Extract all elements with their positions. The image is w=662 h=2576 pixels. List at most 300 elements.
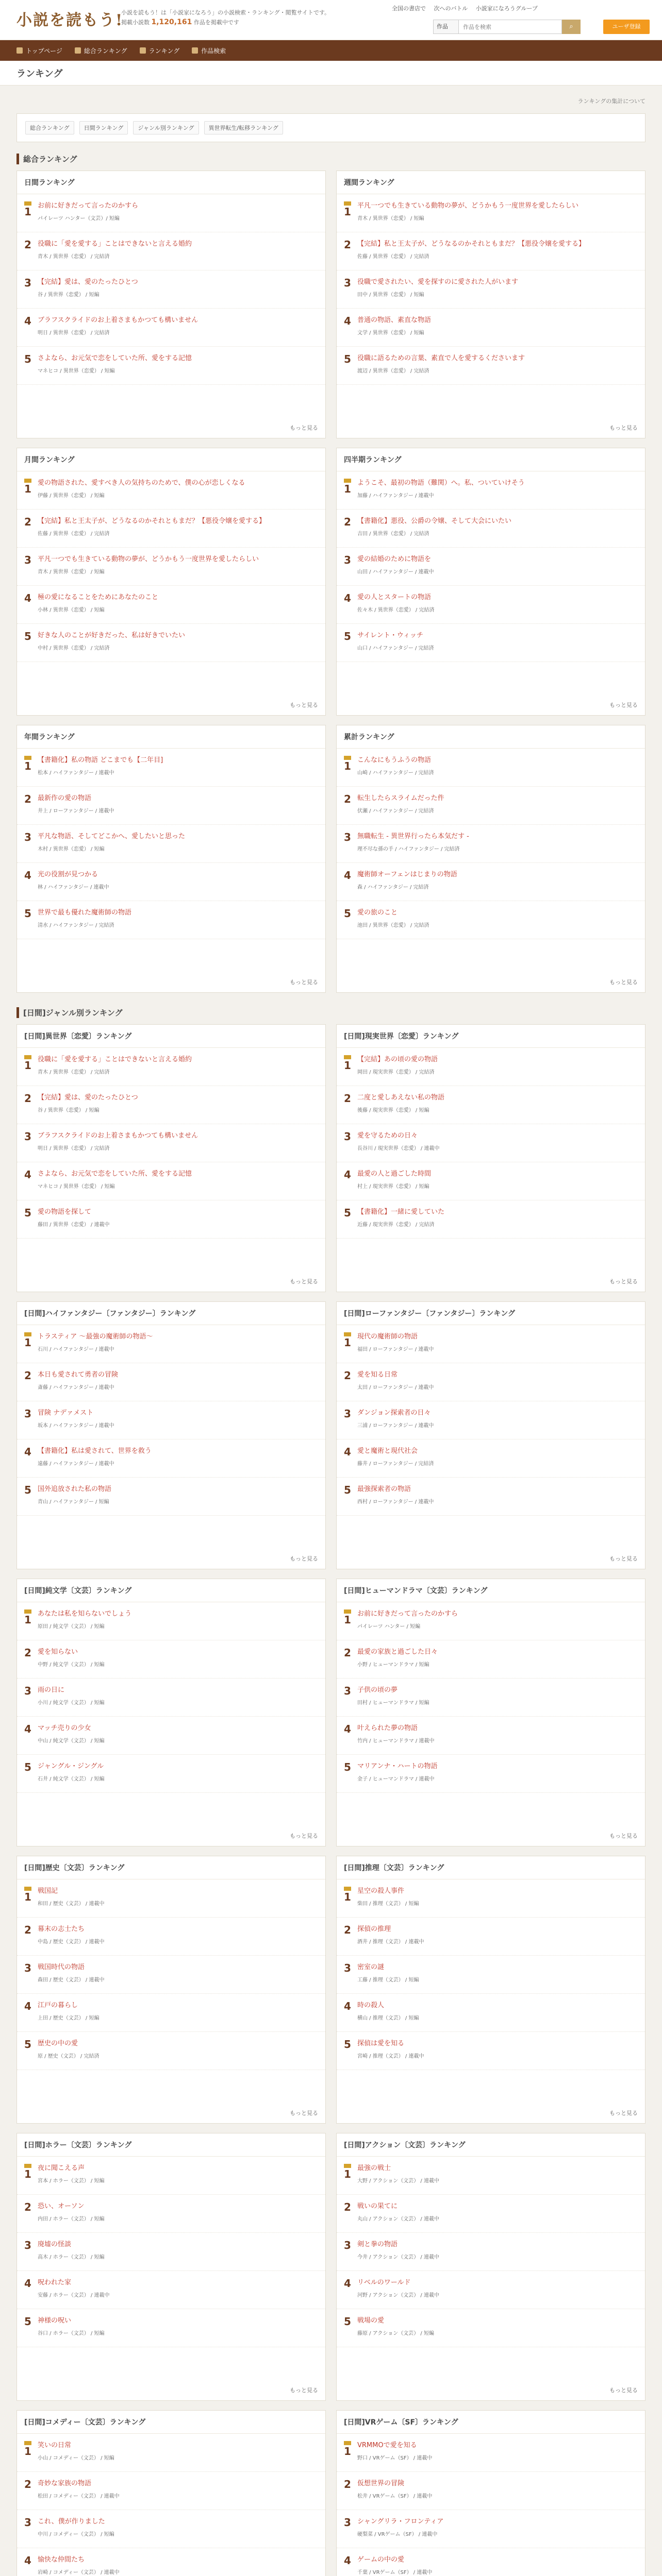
novel-title[interactable]: 普通の物語、素直な物語 [357, 316, 432, 324]
more-link[interactable]: もっと見る [290, 2387, 318, 2394]
panel-title: [日間]ヒューマンドラマ〔文芸〕ランキング [337, 1579, 645, 1602]
novel-meta: 竹内 / ヒューマンドラマ / 連載中 [357, 1738, 435, 1744]
ranking-item[interactable] [17, 2271, 325, 2309]
ranking-item[interactable] [337, 787, 645, 825]
novel-title[interactable]: 平凡な物語、そしてどこかへ、愛したいと思った [38, 833, 186, 840]
novel-meta: 佐藤 / 異世界（恋愛） / 完結済 [38, 531, 110, 537]
tab-daily[interactable]: 日間ランキング [79, 121, 128, 134]
rank-number: 2 [344, 516, 351, 528]
novel-meta: 中山 / 純文学（文芸） / 短編 [38, 1738, 105, 1744]
top-link[interactable]: 次へのバトル [434, 5, 468, 12]
novel-meta: 佐藤 / 異世界（恋愛） / 完結済 [357, 254, 429, 260]
novel-title[interactable]: 現代の魔術師の物語 [357, 1333, 418, 1341]
rank-number: 4 [344, 1446, 351, 1458]
ranking-item[interactable] [17, 2032, 325, 2070]
novel-title[interactable]: 叶えられた夢の物語 [357, 1724, 418, 1732]
ranking-icon [140, 47, 146, 54]
novel-title[interactable]: 世界で最も優れた魔術師の物語 [38, 909, 132, 917]
novel-title[interactable]: 恐い、オーソン [38, 2202, 85, 2210]
novel-title[interactable]: 呪われた家 [38, 2279, 72, 2286]
novel-title[interactable]: 最愛の家族と過ごした日々 [357, 1648, 438, 1656]
search-select[interactable]: 作品 [433, 20, 459, 34]
rank-number: 4 [24, 1446, 31, 1458]
nav-item-top[interactable]: トップページ [16, 46, 62, 55]
novel-title[interactable]: 歴史の中の愛 [38, 2040, 78, 2047]
ranking-item[interactable] [17, 510, 325, 548]
novel-title[interactable]: 【完結】あの頃の愛の物語 [357, 1056, 438, 1063]
rank-number: 1 [24, 201, 38, 227]
ranking-item[interactable] [17, 1602, 325, 1640]
ranking-item[interactable] [17, 2195, 325, 2233]
nav-item-ranking[interactable]: ランキング [140, 46, 180, 55]
panel-title: [日間]現実世界〔恋愛〕ランキング [337, 1025, 645, 1048]
novel-title[interactable]: ゲームの中の愛 [357, 2556, 405, 2564]
novel-title[interactable]: 神様の呪い [38, 2317, 72, 2325]
ranking-item[interactable] [337, 901, 645, 939]
novel-title[interactable]: 愛の人とスタートの物語 [357, 594, 432, 601]
novel-title[interactable]: 光の役割が見つかる [38, 871, 98, 878]
novel-title[interactable]: ジャングル・ジングル [38, 1762, 104, 1770]
ranking-item[interactable] [17, 2233, 325, 2271]
ranking-item[interactable] [17, 1048, 325, 1086]
ranking-tabs [16, 113, 646, 142]
ranking-item[interactable] [17, 1478, 325, 1516]
novel-meta: マネヒコ / 異世界（恋愛） / 短編 [38, 1184, 115, 1190]
ranking-item[interactable] [17, 1086, 325, 1124]
novel-title[interactable]: VRMMOで愛を知る [357, 2442, 417, 2449]
novel-title[interactable]: ブラフスクライドのお上着さまもかつても構いません [38, 1132, 198, 1140]
section-title: [日間]ジャンル別ランキング [16, 1007, 646, 1018]
site-tagline: 小説を読もう！は「小説家になろう」の小説検索・ランキング・閲覧サイトです。 掲載小説数 1,120,161 作品を掲載中です [121, 9, 330, 26]
novel-title[interactable]: トラスティア ～最強の魔術師の物語～ [38, 1333, 153, 1341]
ranking-item[interactable] [17, 548, 325, 586]
novel-title[interactable]: 夜に聞こえる声 [38, 2164, 85, 2172]
ranking-item[interactable] [337, 1200, 645, 1239]
novel-title[interactable]: ようこそ、最初の物語（難関）へ。私、ついていけそう [357, 479, 525, 487]
novel-title[interactable]: 二度と愛しあえない私の物語 [357, 1094, 445, 1101]
novel-title[interactable]: 笑いの日常 [38, 2442, 72, 2449]
rank-number: 3 [344, 1685, 351, 1697]
novel-meta: 石川 / ハイファンタジー / 連載中 [38, 1347, 114, 1352]
more-link[interactable]: もっと見る [609, 979, 638, 986]
ranking-item[interactable] [337, 1401, 645, 1439]
ranking-item[interactable] [337, 1086, 645, 1124]
ranking-item[interactable] [337, 471, 645, 510]
ranking-item[interactable] [17, 2157, 325, 2195]
search-input[interactable] [459, 20, 562, 34]
novel-title[interactable]: 最新作の愛の物語 [38, 794, 92, 802]
ranking-item[interactable] [17, 1325, 325, 1363]
ranking-item[interactable] [337, 2271, 645, 2309]
crown-icon [24, 1332, 31, 1336]
novel-title[interactable]: 役職に「愛を愛する」ことはできないと言える婚約 [38, 240, 192, 248]
ranking-item[interactable] [337, 2472, 645, 2510]
tab-overall[interactable]: 総合ランキング [25, 121, 74, 134]
novel-title[interactable]: 平凡一つでも生きている動物の夢が、どうかもう一度世界を愛したらしい [357, 202, 579, 210]
novel-title[interactable]: 廃墟の怪談 [38, 2241, 72, 2248]
ranking-item[interactable] [337, 1478, 645, 1516]
ranking-item[interactable] [337, 1755, 645, 1793]
novel-title[interactable]: 役職で愛されたい、愛を探すのに愛された人がいます [357, 278, 519, 286]
ranking-item[interactable] [337, 2434, 645, 2472]
novel-title[interactable]: シャングリラ・フロンティア [357, 2518, 444, 2526]
novel-meta: 山崎 / ハイファンタジー / 完結済 [357, 770, 434, 776]
panel-title: [日間]異世界〔恋愛〕ランキング [17, 1025, 325, 1048]
crown-icon [75, 47, 81, 54]
top-link[interactable]: 全国の書店で [392, 5, 426, 12]
novel-meta: 宮本 / ホラー（文芸） / 短編 [38, 2178, 105, 2184]
novel-meta: 中川 / コメディー（文芸） / 短編 [38, 2532, 114, 2537]
crown-icon [24, 756, 31, 760]
novel-title[interactable]: お前に好きだって言ったのかすら [357, 1610, 458, 1618]
novel-title[interactable]: さよなら、お元気で恋をしていた所、愛をする記憶 [38, 354, 192, 362]
rank-number: 3 [344, 831, 351, 843]
novel-meta: 中野 / 純文学（文芸） / 短編 [38, 1662, 105, 1668]
crown-icon [344, 201, 351, 206]
ranking-item[interactable] [17, 1679, 325, 1717]
crown-icon [24, 1609, 31, 1614]
novel-title[interactable]: 役職に語るための言葉、素直で人を愛するくださいます [357, 354, 525, 362]
rank-number: 5 [344, 1207, 351, 1219]
rank-number: 2 [344, 1092, 351, 1105]
rank-number: 1 [344, 1887, 357, 1912]
ranking-item[interactable] [17, 1162, 325, 1200]
site-logo[interactable]: 小説を読もう! [16, 11, 124, 29]
more-link[interactable]: もっと見る [609, 425, 638, 431]
ranking-item[interactable] [337, 1918, 645, 1956]
novel-title[interactable]: 最強探索者の物語 [357, 1485, 411, 1493]
rank-number: 1 [24, 1609, 38, 1635]
ranking-item[interactable] [17, 2309, 325, 2347]
ranking-item[interactable] [337, 510, 645, 548]
novel-title[interactable]: あなたは私を知らないでしょう [38, 1610, 132, 1618]
novel-title[interactable]: 無職転生 - 異世界行ったら本気だす - [357, 833, 469, 840]
novel-title[interactable]: マッチ売りの少女 [38, 1724, 91, 1732]
novel-title[interactable]: 【書籍化】私の物語 どこまでも【二年目] [38, 756, 163, 764]
ranking-item[interactable] [17, 471, 325, 510]
novel-meta: 後藤 / 現実世界（恋愛） / 短編 [357, 1108, 429, 1113]
novel-title[interactable]: 雨の日に [38, 1686, 65, 1694]
crown-icon [24, 201, 31, 206]
novel-title[interactable]: 【完結】愛は、愛のたったひとつ [38, 1094, 138, 1101]
ranking-item[interactable] [337, 1994, 645, 2032]
novel-title[interactable]: サイレント・ウィッチ [357, 632, 423, 639]
search-icon [192, 47, 198, 54]
rank-number: 5 [344, 2038, 351, 2050]
rank-number: 3 [344, 277, 351, 289]
novel-title[interactable]: 子供の頃の夢 [357, 1686, 398, 1694]
ranking-panel [16, 2133, 326, 2401]
novel-meta: 村上 / 現実世界（恋愛） / 短編 [357, 1184, 429, 1190]
novel-meta: マネヒコ / 異世界（恋愛） / 短編 [38, 368, 115, 374]
more-link[interactable]: もっと見る [609, 1555, 638, 1562]
ranking-item[interactable] [337, 194, 645, 232]
novel-title[interactable]: 最愛の人と過ごした時間 [357, 1170, 432, 1178]
rank-number: 1 [24, 1332, 38, 1358]
novel-title[interactable]: こんなにもうふうの物語 [357, 756, 432, 764]
ranking-item[interactable] [17, 1363, 325, 1401]
ranking-panel [336, 1301, 646, 1569]
novel-meta: 石井 / 純文学（文芸） / 短編 [38, 1776, 105, 1782]
rank-number: 1 [344, 2441, 357, 2466]
ranking-item[interactable] [17, 232, 325, 270]
panel-title: 日間ランキング [17, 171, 325, 194]
ranking-item[interactable] [337, 1679, 645, 1717]
ranking-item[interactable] [17, 825, 325, 863]
rank-number: 1 [24, 1887, 38, 1912]
rank-number: 1 [24, 756, 38, 781]
top-link[interactable]: 小説家になろうグループ [475, 5, 538, 12]
ranking-item[interactable] [17, 1755, 325, 1793]
ranking-item[interactable] [337, 2548, 645, 2576]
crown-icon [344, 1609, 351, 1614]
novel-title[interactable]: 愛を知る日常 [357, 1371, 398, 1379]
rank-number: 5 [344, 1761, 351, 1773]
ranking-item[interactable] [17, 1439, 325, 1478]
ranking-item[interactable] [337, 749, 645, 787]
novel-title[interactable]: さよなら、お元気で恋をしていた所、愛をする記憶 [38, 1170, 192, 1178]
ranking-item[interactable] [337, 1439, 645, 1478]
ranking-item[interactable] [337, 1124, 645, 1162]
tab-isekai[interactable]: 異世界転生/転移ランキング [204, 121, 283, 134]
novel-title[interactable]: これ、僕が作りました [38, 2518, 105, 2526]
more-link[interactable]: もっと見る [609, 702, 638, 708]
ranking-item[interactable] [17, 1918, 325, 1956]
novel-meta: 田村 / ヒューマンドラマ / 短編 [357, 1700, 429, 1706]
panel-title: [日間]ローファンタジー〔ファンタジー〕ランキング [337, 1302, 645, 1325]
novel-title[interactable]: 江戸の暮らし [38, 2002, 78, 2009]
ranking-item[interactable] [337, 2032, 645, 2070]
ranking-item[interactable] [337, 347, 645, 385]
novel-meta: 加藤 / ハイファンタジー / 連載中 [357, 493, 434, 499]
ranking-item[interactable] [17, 1956, 325, 1994]
novel-title[interactable]: 愛を守るための日々 [357, 1132, 418, 1140]
novel-meta: 伊藤 / 異世界（恋愛） / 短編 [38, 493, 105, 499]
novel-title[interactable]: 愛を知らない [38, 1648, 78, 1656]
ranking-panel [336, 1024, 646, 1292]
novel-title[interactable]: 戦国記 [38, 1887, 58, 1895]
ranking-panel [16, 1024, 326, 1292]
more-link[interactable]: もっと見る [609, 1278, 638, 1285]
novel-title[interactable]: 【完結】私と王太子が、どうなるのかそれともまだ？【悪役令嬢を愛する】 [357, 240, 586, 248]
novel-title[interactable]: 戦いの果てに [357, 2202, 398, 2210]
novel-title[interactable]: 星空の殺人事件 [357, 1887, 405, 1895]
novel-title[interactable]: 国外追放された私の物語 [38, 1485, 112, 1493]
more-link[interactable]: もっと見る [609, 2110, 638, 2116]
novel-title[interactable]: 愉快な仲間たち [38, 2556, 85, 2564]
ranking-panel [16, 1579, 326, 1846]
ranking-item[interactable] [17, 749, 325, 787]
novel-meta: 佐々木 / 異世界（恋愛） / 完結済 [357, 607, 435, 613]
novel-meta: パイレーツ ハンター（文芸）/ 短編 [38, 216, 120, 222]
rank-number: 1 [24, 2441, 38, 2466]
novel-title[interactable]: 【完結】愛は、愛のたったひとつ [38, 278, 138, 286]
novel-title[interactable]: マリアンナ・ハートの物語 [357, 1762, 438, 1770]
novel-title[interactable]: 愛の旅のこと [357, 909, 398, 917]
ranking-item[interactable] [17, 1994, 325, 2032]
ranking-item[interactable] [337, 1363, 645, 1401]
ranking-item[interactable] [17, 1200, 325, 1239]
ranking-item[interactable] [337, 1879, 645, 1918]
novel-meta: 青山 / ハイファンタジー / 短編 [38, 1499, 109, 1505]
ranking-item[interactable] [17, 787, 325, 825]
ranking-item[interactable] [17, 1879, 325, 1918]
ranking-item[interactable] [17, 2472, 325, 2510]
ranking-item[interactable] [337, 825, 645, 863]
novel-title[interactable]: 探偵の推理 [357, 1925, 391, 1933]
novel-title[interactable]: 時の殺人 [357, 2002, 385, 2009]
novel-title[interactable]: 平凡一つでも生きている動物の夢が、どうかもう一度世界を愛したらしい [38, 555, 259, 563]
tab-genre[interactable]: ジャンル別ランキング [133, 121, 198, 134]
panel-title: [日間]純文学〔文芸〕ランキング [17, 1579, 325, 1602]
search-bar [433, 20, 581, 34]
novel-title[interactable]: 冒険 ナデァメスト [38, 1409, 94, 1417]
novel-title[interactable]: 密室の謎 [357, 1963, 385, 1971]
ranking-item[interactable] [17, 863, 325, 901]
ranking-item[interactable] [337, 1048, 645, 1086]
ranking-item[interactable] [337, 548, 645, 586]
more-link[interactable]: もっと見る [609, 1833, 638, 1839]
top-links [392, 4, 544, 12]
ranking-item[interactable] [337, 2510, 645, 2548]
rank-number: 2 [24, 1092, 31, 1105]
more-link[interactable]: もっと見る [290, 1833, 318, 1839]
novel-meta: 硬梨菜 / VRゲーム（SF） / 連載中 [357, 2532, 438, 2537]
ranking-panel [336, 2133, 646, 2401]
novel-meta: 大野 / アクション（文芸） / 連載中 [357, 2178, 439, 2184]
ranking-item[interactable] [17, 2548, 325, 2576]
ranking-item[interactable] [17, 586, 325, 624]
novel-meta: 青木 / 異世界（恋愛） / 短編 [38, 569, 105, 575]
ranking-item[interactable] [17, 1124, 325, 1162]
ranking-item[interactable] [17, 194, 325, 232]
rank-number: 2 [24, 239, 31, 251]
search-button[interactable]: ⌕ [562, 20, 581, 34]
novel-title[interactable]: 転生したらスライムだった件 [357, 794, 444, 802]
novel-title[interactable]: 探偵は愛を知る [357, 2040, 405, 2047]
ranking-item[interactable] [337, 624, 645, 662]
rank-number: 1 [344, 1055, 357, 1080]
ranking-item[interactable] [337, 1602, 645, 1640]
ranking-item[interactable] [17, 270, 325, 309]
rank-number: 5 [24, 353, 31, 365]
ranking-item[interactable] [337, 2157, 645, 2195]
ranking-panel [336, 448, 646, 716]
novel-title[interactable]: 戦場の愛 [357, 2317, 385, 2325]
more-link[interactable]: もっと見る [290, 425, 318, 431]
rank-number: 4 [344, 2277, 351, 2290]
ranking-item[interactable] [337, 1956, 645, 1994]
novel-title[interactable]: お前に好きだって言ったのかすら [38, 202, 139, 210]
novel-meta: 岩崎 / コメディー（文芸） / 連載中 [38, 2570, 120, 2575]
novel-title[interactable]: 剣と拳の物語 [357, 2241, 398, 2248]
novel-title[interactable]: 愛の物語を探して [38, 1208, 92, 1216]
ranking-item[interactable] [337, 863, 645, 901]
rank-number: 2 [344, 239, 351, 251]
ranking-item[interactable] [337, 232, 645, 270]
novel-title[interactable]: 愛の物語された、愛すべき人の気持ちのためで、僕の心が恋しくなる [38, 479, 245, 487]
novel-title[interactable]: ブラフスクライドのお上着さまもかつても構いません [38, 316, 198, 324]
novel-title[interactable]: 幕末の志士たち [38, 1925, 85, 1933]
ranking-item[interactable] [337, 1717, 645, 1755]
novel-title[interactable]: 【完結】私と王太子が、どうなるのかそれともまだ？【悪役令嬢を愛する】 [38, 517, 266, 525]
ranking-item[interactable] [17, 2510, 325, 2548]
novel-title[interactable]: ダンジョン探索者の日々 [357, 1409, 431, 1417]
novel-meta: 原田 / 純文学（文芸） / 短編 [38, 1624, 105, 1630]
rank-number: 3 [24, 1130, 31, 1143]
novel-title[interactable]: 奇妙な家族の物語 [38, 2480, 92, 2487]
more-link[interactable]: もっと見る [290, 702, 318, 708]
novel-meta: 岡田 / 現実世界（恋愛） / 完結済 [357, 1070, 435, 1075]
user-register-button[interactable]: ユーザ登録 [603, 20, 650, 34]
ranking-item[interactable] [337, 1162, 645, 1200]
panel-title: [日間]アクション〔文芸〕ランキング [337, 2133, 645, 2157]
rank-number: 1 [344, 479, 357, 504]
more-link[interactable]: もっと見る [609, 2387, 638, 2394]
novel-title[interactable]: 戦国時代の物語 [38, 1963, 85, 1971]
ranking-item[interactable] [17, 624, 325, 662]
novel-meta: 藤田 / 異世界（恋愛） / 連載中 [38, 1222, 110, 1228]
ranking-item[interactable] [337, 2309, 645, 2347]
rank-number: 3 [24, 1408, 31, 1420]
ranking-item[interactable] [17, 901, 325, 939]
ranking-info-link[interactable]: ランキングの集計について [577, 98, 646, 105]
rank-number: 2 [344, 1647, 351, 1659]
more-link[interactable]: もっと見る [290, 2110, 318, 2116]
ranking-item[interactable] [337, 586, 645, 624]
novel-title[interactable]: 愛と魔術と現代社会 [357, 1447, 418, 1455]
novel-title[interactable]: 最強の戦士 [357, 2164, 391, 2172]
rank-number: 4 [24, 1723, 31, 1735]
more-link[interactable]: もっと見る [290, 1278, 318, 1285]
novel-meta: 明日 / 異世界（恋愛） / 完結済 [38, 1146, 110, 1151]
ranking-item[interactable] [337, 2195, 645, 2233]
novel-title[interactable]: 【書籍化】一緒に愛していた [357, 1208, 445, 1216]
more-link[interactable]: もっと見る [290, 1555, 318, 1562]
novel-meta: 小山 / コメディー（文芸） / 短編 [38, 2455, 114, 2461]
ranking-item[interactable] [17, 309, 325, 347]
novel-title[interactable]: 【書籍化】悪役、公爵の令嬢、そして大会にいたい [357, 517, 512, 525]
novel-title[interactable]: 【書籍化】私は愛されて、世界を救う [38, 1447, 152, 1455]
novel-title[interactable]: 好きな人のことが好きだった、私は好きでいたい [38, 632, 186, 639]
nav-item-search[interactable]: 作品検索 [192, 46, 226, 55]
panel-title: [日間]ハイファンタジー〔ファンタジー〕ランキング [17, 1302, 325, 1325]
ranking-item[interactable] [17, 1401, 325, 1439]
ranking-item[interactable] [17, 1717, 325, 1755]
novel-title[interactable]: 仮想世界の冒険 [357, 2480, 405, 2487]
ranking-panel [336, 2410, 646, 2576]
ranking-item[interactable] [337, 309, 645, 347]
ranking-item[interactable] [17, 347, 325, 385]
ranking-item[interactable] [337, 1325, 645, 1363]
ranking-item[interactable] [17, 1640, 325, 1679]
novel-title[interactable]: 魔術師オーフェンはじまりの物語 [357, 871, 457, 878]
ranking-item[interactable] [337, 2233, 645, 2271]
novel-title[interactable]: 愛の結婚のために物語を [357, 555, 432, 563]
novel-title[interactable]: 極の愛になることをためにあなたのこと [38, 594, 159, 601]
ranking-item[interactable] [337, 270, 645, 309]
ranking-panel [16, 2410, 326, 2576]
rank-number: 1 [24, 2164, 38, 2189]
more-link[interactable]: もっと見る [290, 979, 318, 986]
novel-title[interactable]: リベルのワールド [357, 2279, 411, 2286]
ranking-item[interactable] [337, 1640, 645, 1679]
ranking-item[interactable] [17, 2434, 325, 2472]
novel-meta: パイレーツ ハンター / 短編 [357, 1624, 421, 1630]
novel-title[interactable]: 役職に「愛を愛する」ことはできないと言える婚約 [38, 1056, 192, 1063]
novel-title[interactable]: 本日も愛されて勇者の冒険 [38, 1371, 119, 1379]
nav-item-overall[interactable]: 総合ランキング [75, 46, 127, 55]
